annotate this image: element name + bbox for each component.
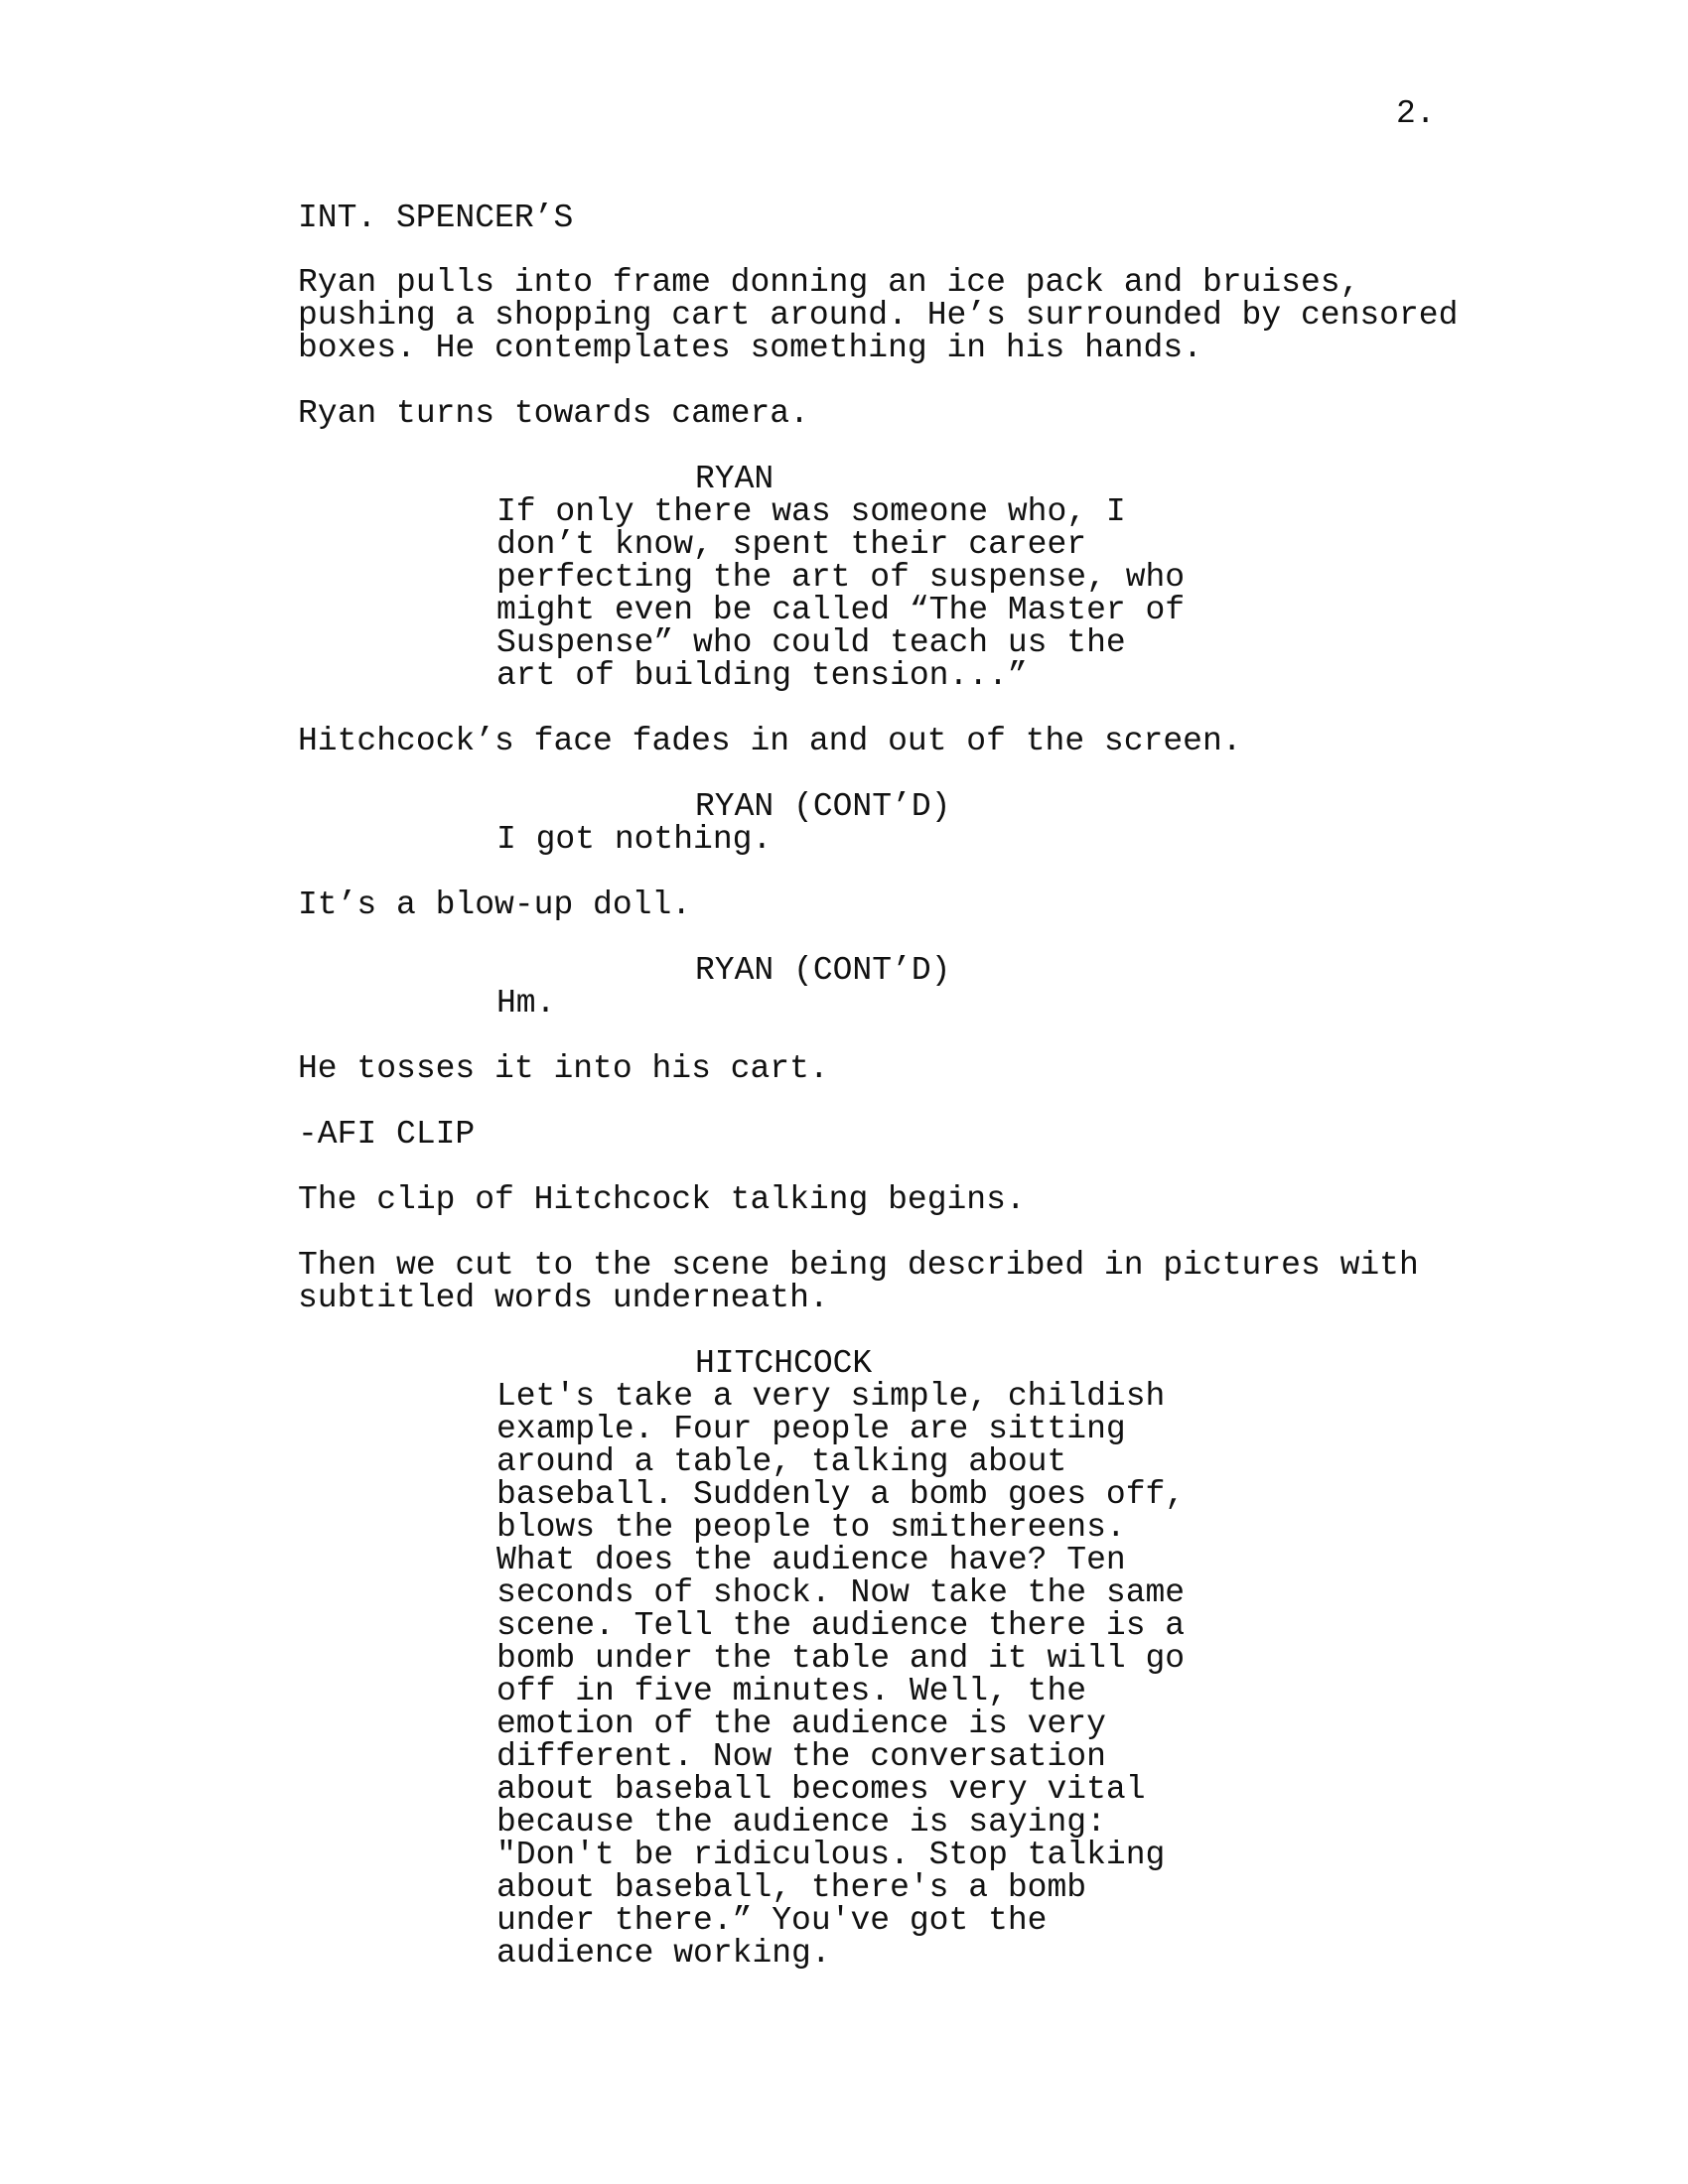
dialogue-line: If only there was someone who, I — [496, 493, 1126, 530]
dialogue-line: What does the audience have? Ten — [496, 1542, 1126, 1578]
action-line: Ryan pulls into frame donning an ice pack and bruises, — [298, 264, 1360, 301]
dialogue-line: under there.” You've got the — [496, 1902, 1048, 1939]
action-line: Then we cut to the scene being described in pictures with — [298, 1247, 1419, 1284]
dialogue-line: don’t know, spent their career — [496, 526, 1087, 563]
action-line: subtitled words underneath. — [298, 1280, 829, 1316]
character-name: RYAN (CONT’D) — [695, 952, 951, 989]
dialogue-line: different. Now the conversation — [496, 1738, 1106, 1775]
action-line: It’s a blow-up doll. — [298, 887, 692, 923]
dialogue-line: about baseball becomes very vital — [496, 1771, 1146, 1808]
action-line: Hitchcock’s face fades in and out of the screen. — [298, 723, 1242, 759]
action-line: Ryan turns towards camera. — [298, 395, 809, 432]
dialogue-line: audience working. — [496, 1935, 831, 1972]
dialogue-line: Let's take a very simple, childish — [496, 1378, 1166, 1415]
dialogue-line: bomb under the table and it will go — [496, 1640, 1186, 1677]
action-line: -AFI CLIP — [298, 1116, 476, 1153]
dialogue-line: off in five minutes. Well, the — [496, 1673, 1087, 1709]
action-line: boxes. He contemplates something in his hands. — [298, 330, 1202, 366]
action-line: The clip of Hitchcock talking begins. — [298, 1181, 1026, 1218]
action-line: He tosses it into his cart. — [298, 1050, 829, 1087]
dialogue-line: art of building tension...” — [496, 657, 1028, 694]
character-name: RYAN (CONT’D) — [695, 788, 951, 825]
character-name: RYAN — [695, 461, 774, 497]
character-name: HITCHCOCK — [695, 1345, 873, 1382]
dialogue-line: around a table, talking about — [496, 1443, 1067, 1480]
dialogue-line: emotion of the audience is very — [496, 1706, 1106, 1742]
dialogue-line: example. Four people are sitting — [496, 1411, 1126, 1447]
dialogue-line: might even be called “The Master of — [496, 592, 1186, 628]
dialogue-line: I got nothing. — [496, 821, 773, 858]
action-line: pushing a shopping cart around. He’s surrounded by censored — [298, 297, 1459, 334]
dialogue-line: scene. Tell the audience there is a — [496, 1607, 1186, 1644]
dialogue-line: blows the people to smithereens. — [496, 1509, 1126, 1546]
dialogue-line: seconds of shock. Now take the same — [496, 1574, 1186, 1611]
dialogue-line: baseball. Suddenly a bomb goes off, — [496, 1476, 1186, 1513]
dialogue-line: about baseball, there's a bomb — [496, 1869, 1087, 1906]
dialogue-line: "Don't be ridiculous. Stop talking — [496, 1837, 1166, 1873]
page-number: 2. — [1396, 95, 1436, 132]
dialogue-line: Hm. — [496, 985, 556, 1022]
scene-heading: INT. SPENCER’S — [298, 200, 574, 236]
dialogue-line: because the audience is saying: — [496, 1804, 1106, 1841]
dialogue-line: Suspense” who could teach us the — [496, 624, 1126, 661]
dialogue-line: perfecting the art of suspense, who — [496, 559, 1186, 596]
